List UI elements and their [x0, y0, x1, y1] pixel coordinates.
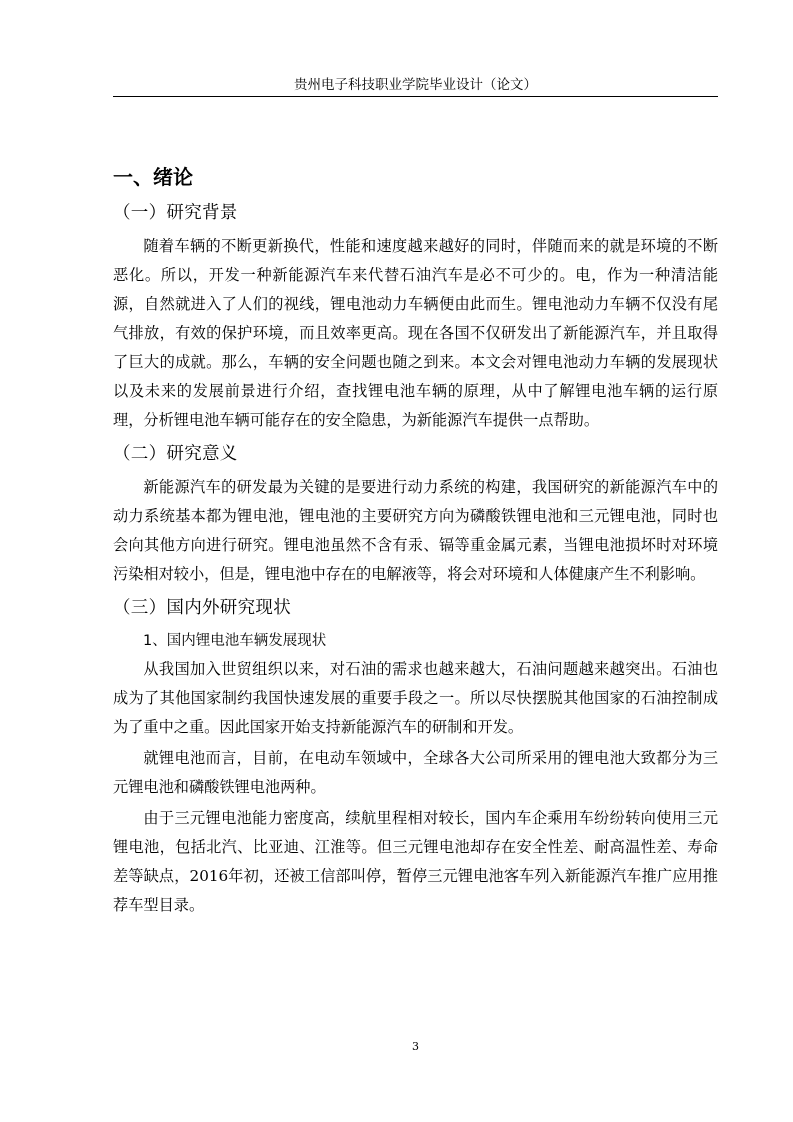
- paragraph-domestic-2: 就锂电池而言，目前，在电动车领域中，全球各大公司所采用的锂电池大致都分为三元锂电池和磷酸铁锂电池两种。: [113, 749, 718, 796]
- paragraph-background: 随着车辆的不断更新换代，性能和速度越来越好的同时，伴随而来的就是环境的不断恶化。所以，开发一种新能源汽车来代替石油汽车是必不可少的。电，作为一种清洁能源，自然就进入了人们的视线，锂电池动力车辆便由此而生。锂电池动力车辆不仅没有尾气排放，有效的保护环境，而且效率更高。现在各国不仅研发出了新能源汽车，并且取得了巨大的成就。那么，车辆的安全问题也随之到来。本文会对锂电池动力车辆的发展现状以及未来的发展前景进行介绍，查找锂电池车辆的原理，从中了解锂电池车辆的运行原理，分析锂电池车辆可能存在的安全隐患，为新能源汽车提供一点帮助。: [113, 237, 718, 429]
- section-title-significance: （二）研究意义: [113, 444, 238, 464]
- paragraph-domestic-1: 从我国加入世贸组织以来，对石油的需求也越来越大，石油问题越来越突出。石油也成为了其他国家制约我国快速发展的重要手段之一。所以尽快摆脱其他国家的石油控制成为了重中之重。因此国家开始支持新能源汽车的研制和开发。: [113, 660, 718, 736]
- page-header: 贵州电子科技职业学院毕业设计（论文）: [294, 77, 537, 93]
- page-body: [113, 160, 718, 920]
- subsection-title-domestic: 1、国内锂电池车辆发展现状: [143, 633, 327, 649]
- paragraph-domestic-3: 由于三元锂电池能力密度高，续航里程相对较长，国内车企乘用车纷纷转向使用三元锂电池，包括北汽、比亚迪、江淮等。但三元锂电池却存在安全性差、耐高温性差、寿命差等缺点，2016年初，还被工信部叫停，暂停三元锂电池客车列入新能源汽车推广应用推荐车型目录。: [113, 809, 718, 914]
- header-divider: [113, 96, 718, 97]
- section-title-research-status: （三）国内外研究现状: [113, 598, 291, 618]
- paragraph-significance: 新能源汽车的研发最为关键的是要进行动力系统的构建，我国研究的新能源汽车中的动力系统基本都为锂电池，锂电池的主要研究方向为磷酸铁锂电池和三元锂电池，同时也会向其他方向进行研究。锂电池虽然不含有汞、镉等重金属元素，当锂电池损坏时对环境污染相对较小，但是，锂电池中存在的电解液等，将会对环境和人体健康产生不利影响。: [113, 478, 718, 583]
- section-title-background: （一）研究背景: [113, 203, 238, 223]
- chapter-title: 一、绪论: [113, 165, 193, 189]
- page-number: 3: [412, 1040, 419, 1053]
